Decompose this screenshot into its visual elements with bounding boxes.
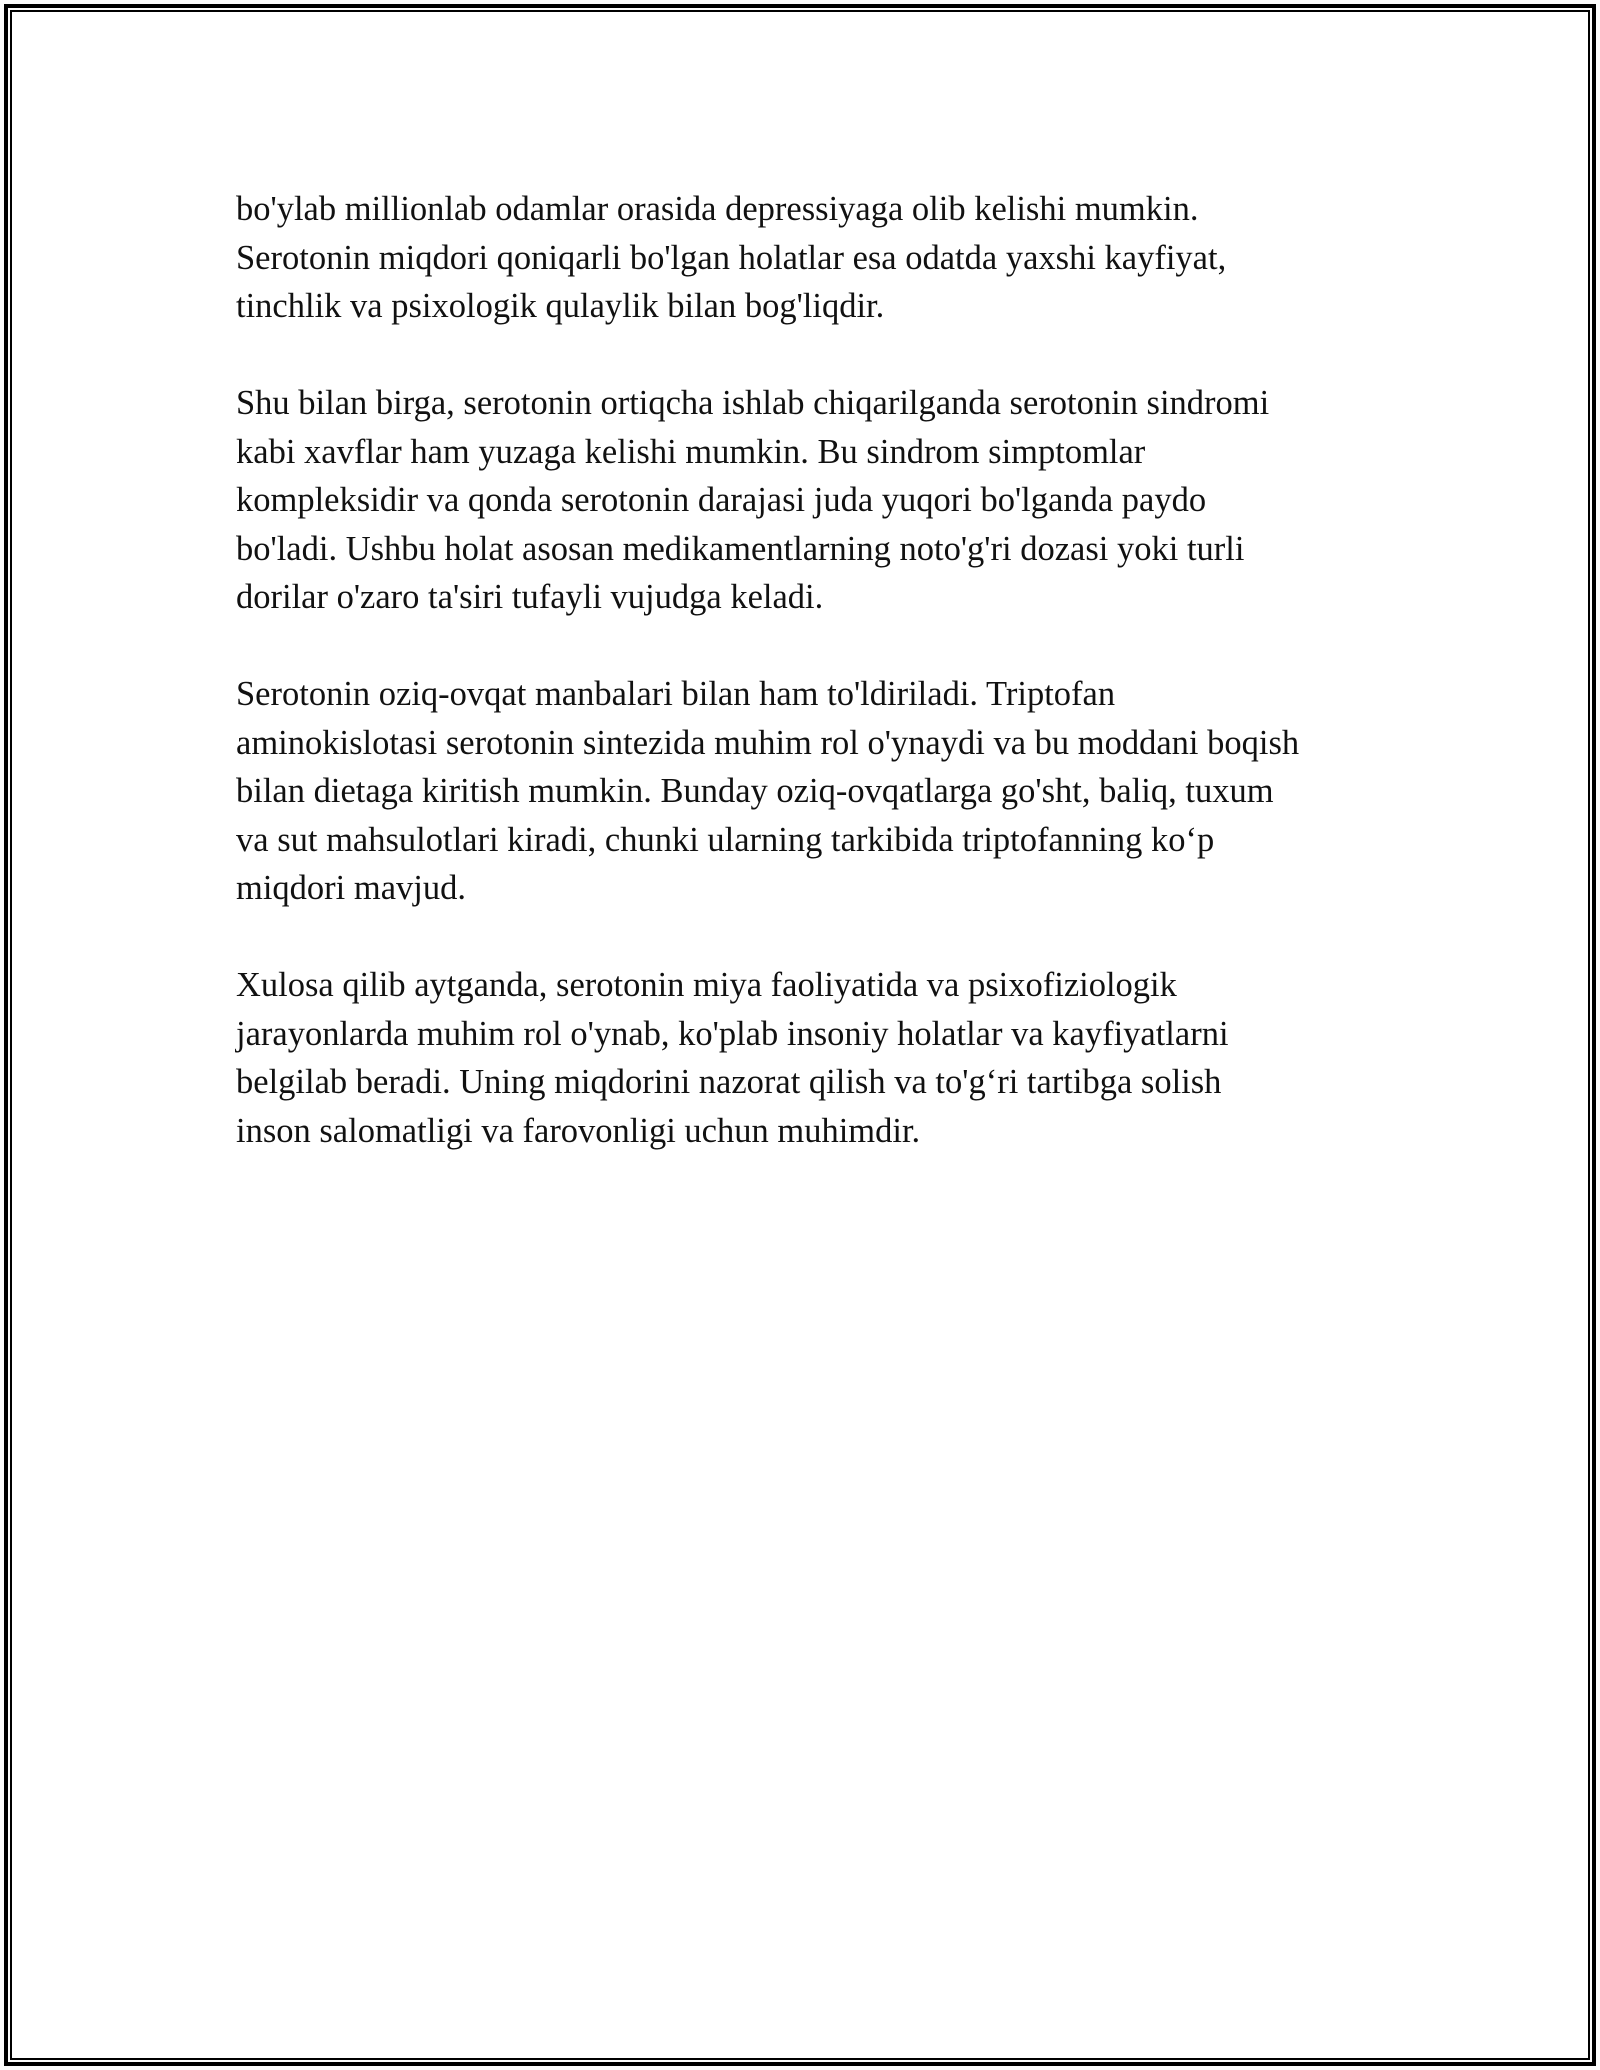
document-body bbox=[236, 185, 1416, 1204]
paragraph-4: Xulosa qilib aytganda, serotonin miya faoliyatida va psixofiziologik jarayonlarda muhim rol o'ynab, ko'plab insoniy holatlar va kayfiyatlarni belgilab beradi. Uning miqdorini nazorat qilish va to'g‘ri tartibga solish inson salomatligi va farovonligi uchun muhimdir. bbox=[236, 966, 1229, 1150]
paragraph-3: Serotonin oziq-ovqat manbalari bilan ham to'ldiriladi. Triptofan aminokislotasi serotonin sintezida muhim rol o'ynaydi va bu moddani boqish bilan dietaga kiritish mumkin. Bunday oziq-ovqatlarga go'sht, baliq, tuxum va sut mahsulotlari kiradi, chunki ularning tarkibida triptofanning ko‘p miqdori mavjud. bbox=[236, 675, 1300, 907]
paragraph-1: bo'ylab millionlab odamlar orasida depressiyaga olib kelishi mumkin. Serotonin miqdori qoniqarli bo'lgan holatlar esa odatda yaxshi kayfiyat, tinchlik va psixologik qulaylik bilan bog'liqdir. bbox=[236, 190, 1227, 325]
paragraph-2: Shu bilan birga, serotonin ortiqcha ishlab chiqarilganda serotonin sindromi kabi xavflar ham yuzaga kelishi mumkin. Bu sindrom simptomlar kompleksidir va qonda serotonin darajasi juda yuqori bo'lganda paydo bo'ladi. Ushbu holat asosan medikamentlarning noto'g'ri dozasi yoki turli dorilar o'zaro ta'siri tufayli vujudga keladi. bbox=[236, 384, 1270, 616]
